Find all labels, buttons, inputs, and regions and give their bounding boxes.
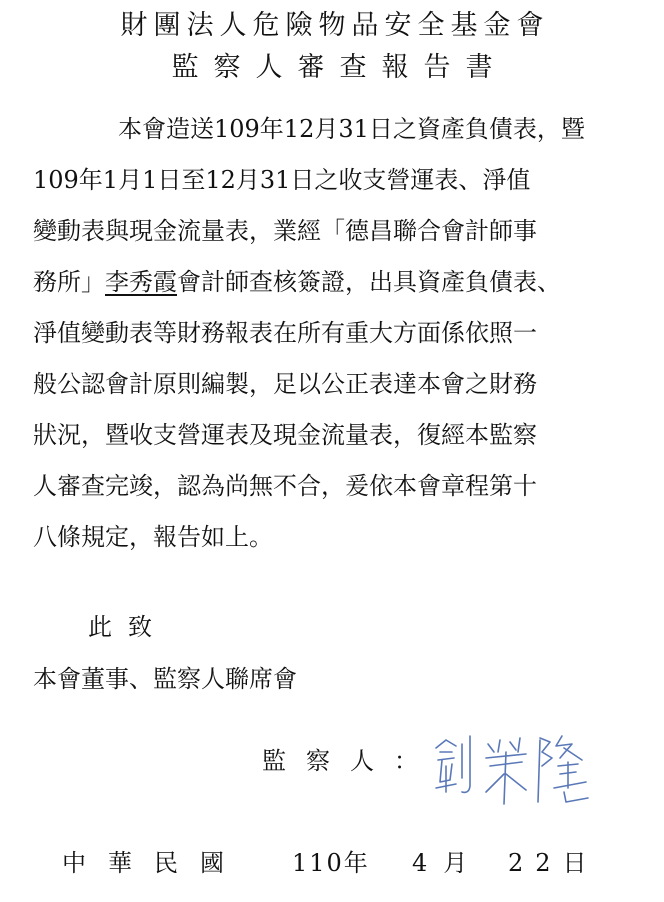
report-line-3: 變動表與現金流量表，業經「德昌聯合會計師事 <box>33 217 537 245</box>
salutation: 此致 <box>88 613 168 641</box>
report-line-2: 109年1月1日至12月31日之收支營運表、淨值 <box>33 166 531 194</box>
date-day: 22日 <box>508 849 599 877</box>
report-line-9: 八條規定，報告如上。 <box>33 523 273 551</box>
handwritten-signature <box>428 722 598 810</box>
report-line-4-suffix: 會計師查核簽證，出具資產負債表、 <box>177 268 561 296</box>
document-title: 監察人審查報告書 <box>171 52 508 83</box>
supervisor-label: 監察人： <box>262 747 438 775</box>
date-era: 中華民國 <box>62 849 246 877</box>
report-line-6: 般公認會計原則編製，足以公正表達本會之財務 <box>33 370 537 398</box>
report-line-1: 本會造送109年12月31日之資產負債表，暨 <box>118 115 585 143</box>
report-line-5: 淨值變動表等財務報表在所有重大方面係依照一 <box>33 319 537 347</box>
report-line-8: 人審查完竣，認為尚無不合，爰依本會章程第十 <box>33 472 537 500</box>
report-line-7: 狀況，暨收支營運表及現金流量表，復經本監察 <box>33 421 537 449</box>
report-line-4-prefix: 務所」 <box>33 268 105 296</box>
report-line-4 <box>33 265 561 299</box>
date-year: 110年 <box>292 849 370 877</box>
organization-title: 財團法人危險物品安全基金會 <box>120 10 550 41</box>
document-date <box>0 846 664 880</box>
date-month: 4月 <box>412 849 484 877</box>
recipient: 本會董事、監察人聯席會 <box>33 665 297 693</box>
accountant-name: 李秀霞 <box>105 268 177 296</box>
